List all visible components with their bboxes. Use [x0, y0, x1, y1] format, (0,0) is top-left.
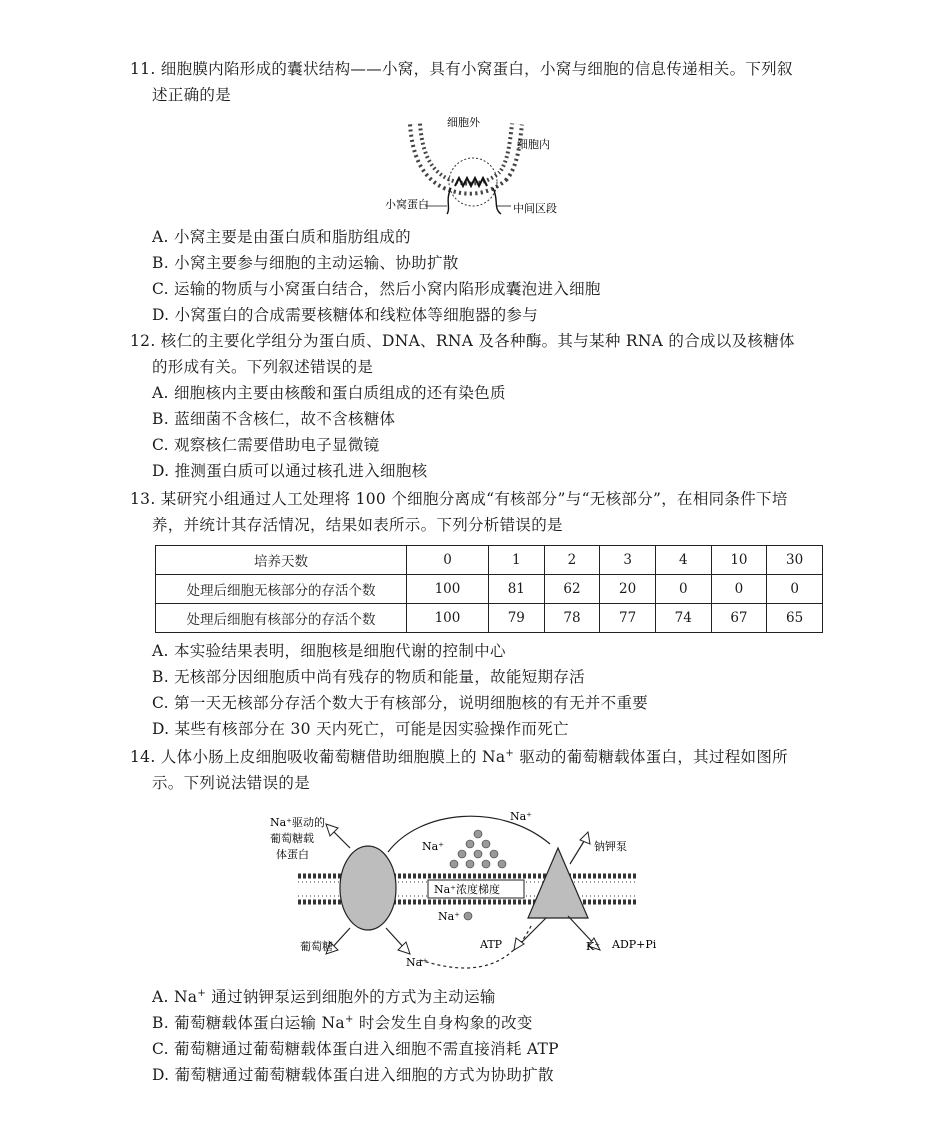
q13-option-a: A. 本实验结果表明，细胞核是细胞代谢的控制中心 — [152, 642, 506, 660]
table-cell: 65 — [767, 604, 823, 633]
q11-stem-line1: 11. 细胞膜内陷形成的囊状结构——小窝，具有小窝蛋白，小窝与细胞的信息传递相关。下列叙 — [130, 60, 793, 78]
table-cell: 2 — [544, 546, 600, 575]
q14-option-a-pre: A. Na — [152, 988, 198, 1006]
table-cell: 0 — [711, 575, 767, 604]
q13-stem-line1: 13. 某研究小组通过人工处理将 100 个细胞分离成“有核部分”与“无核部分”，在相同条件下培 — [130, 490, 788, 508]
q14-option-b-pre: B. 葡萄糖载体蛋白运输 Na — [152, 1014, 345, 1032]
q11-stem-line2: 述正确的是 — [152, 86, 232, 104]
gradient-label: Na⁺浓度梯度 — [434, 883, 500, 896]
k-label: K⁺ — [586, 940, 601, 953]
label-inside: 细胞内 — [517, 138, 550, 151]
na-left-label: Na⁺ — [422, 840, 444, 853]
q13-option-d: D. 某些有核部分在 30 天内死亡，可能是因实验操作而死亡 — [152, 720, 569, 738]
table-cell: 78 — [544, 604, 600, 633]
pump-label: 钠钾泵 — [594, 840, 627, 853]
carrier-label-2: 葡萄糖载 — [270, 832, 314, 845]
table-cell: 处理后细胞无核部分的存活个数 — [156, 575, 407, 604]
q12-option-c: C. 观察核仁需要借助电子显微镜 — [152, 436, 380, 454]
table-cell: 77 — [600, 604, 656, 633]
table-cell: 100 — [407, 575, 489, 604]
q12-stem-line2: 的形成有关。下列叙述错误的是 — [152, 358, 374, 376]
na-top-label: Na⁺ — [510, 810, 532, 823]
q13-option-c: C. 第一天无核部分存活个数大于有核部分，说明细胞核的有无并不重要 — [152, 694, 649, 712]
table-cell: 74 — [655, 604, 711, 633]
q14-option-a — [152, 986, 496, 1008]
q12-option-a: A. 细胞核内主要由核酸和蛋白质组成的还有染色质 — [152, 384, 506, 402]
table-cell: 30 — [767, 546, 823, 575]
label-middle-segment: 中间区段 — [513, 202, 557, 215]
plus-superscript: + — [344, 1013, 354, 1025]
plus-superscript: + — [197, 987, 207, 999]
table-cell: 处理后细胞有核部分的存活个数 — [156, 604, 407, 633]
q13-option-b: B. 无核部分因细胞质中尚有残存的物质和能量，故能短期存活 — [152, 668, 585, 686]
glucose-label: 葡萄糖 — [300, 940, 333, 953]
q14-option-c: C. 葡萄糖通过葡萄糖载体蛋白进入细胞不需直接消耗 ATP — [152, 1040, 559, 1058]
q11-option-d: D. 小窝蛋白的合成需要核糖体和线粒体等细胞器的参与 — [152, 306, 539, 324]
q11-option-b: B. 小窝主要参与细胞的主动运输、协助扩散 — [152, 254, 459, 272]
table-cell: 20 — [600, 575, 656, 604]
table-cell: 1 — [488, 546, 544, 575]
label-outside: 细胞外 — [447, 116, 480, 129]
q11-option-a: A. 小窝主要是由蛋白质和脂肪组成的 — [152, 228, 411, 246]
q13-stem-line2: 养，并统计其存活情况，结果如表所示。下列分析错误的是 — [152, 516, 563, 534]
table-cell: 67 — [711, 604, 767, 633]
q14-stem-pre: 14. 人体小肠上皮细胞吸收葡萄糖借助细胞膜上的 Na — [130, 748, 506, 766]
table-cell: 3 — [600, 546, 656, 575]
q12-stem-line1: 12. 核仁的主要化学组分为蛋白质、DNA、RNA 及各种酶。其与某种 RNA 的合成以及核糖体 — [130, 332, 795, 350]
plus-superscript: + — [505, 747, 515, 759]
carrier-protein — [340, 846, 396, 930]
q11-option-c: C. 运输的物质与小窝蛋白结合，然后小窝内陷形成囊泡进入细胞 — [152, 280, 601, 298]
adp-label: ADP+Pi — [612, 938, 657, 951]
carrier-label-3: 体蛋白 — [276, 848, 309, 861]
q14-stem-line1 — [130, 746, 788, 768]
table-cell: 79 — [488, 604, 544, 633]
table-cell: 0 — [407, 546, 489, 575]
table-cell: 0 — [767, 575, 823, 604]
q14-stem-line2: 示。下列说法错误的是 — [152, 774, 311, 792]
table-cell: 81 — [488, 575, 544, 604]
glucose-transport-figure — [270, 800, 657, 976]
q14-stem-post: 驱动的葡萄糖载体蛋白，其过程如图所 — [514, 748, 788, 766]
table-cell: 10 — [711, 546, 767, 575]
table-header-row — [156, 546, 823, 575]
survival-table — [155, 545, 823, 633]
sodium-ion-inside — [464, 912, 472, 920]
table-cell: 100 — [407, 604, 489, 633]
table-cell: 4 — [655, 546, 711, 575]
na-inside-label: Na⁺ — [438, 910, 460, 923]
carrier-label-1: Na⁺驱动的 — [270, 816, 325, 829]
sodium-ion-cluster — [450, 830, 506, 868]
table-cell: 62 — [544, 575, 600, 604]
atp-label: ATP — [480, 938, 503, 951]
q14-option-b — [152, 1012, 533, 1034]
na-bottom-label: Na⁺ — [406, 956, 428, 969]
q14-option-d: D. 葡萄糖通过葡萄糖载体蛋白进入细胞的方式为协助扩散 — [152, 1066, 554, 1084]
table-cell: 0 — [655, 575, 711, 604]
q12-option-b: B. 蓝细菌不含核仁，故不含核糖体 — [152, 410, 396, 428]
q14-option-a-post: 通过钠钾泵运到细胞外的方式为主动运输 — [206, 988, 496, 1006]
table-row — [156, 575, 823, 604]
caveola-figure — [385, 112, 585, 220]
label-caveolin: 小窝蛋白 — [385, 198, 429, 211]
table-row — [156, 604, 823, 633]
q14-option-b-post: 时会发生自身构象的改变 — [353, 1014, 533, 1032]
q12-option-d: D. 推测蛋白质可以通过核孔进入细胞核 — [152, 462, 428, 480]
table-cell: 培养天数 — [156, 546, 407, 575]
